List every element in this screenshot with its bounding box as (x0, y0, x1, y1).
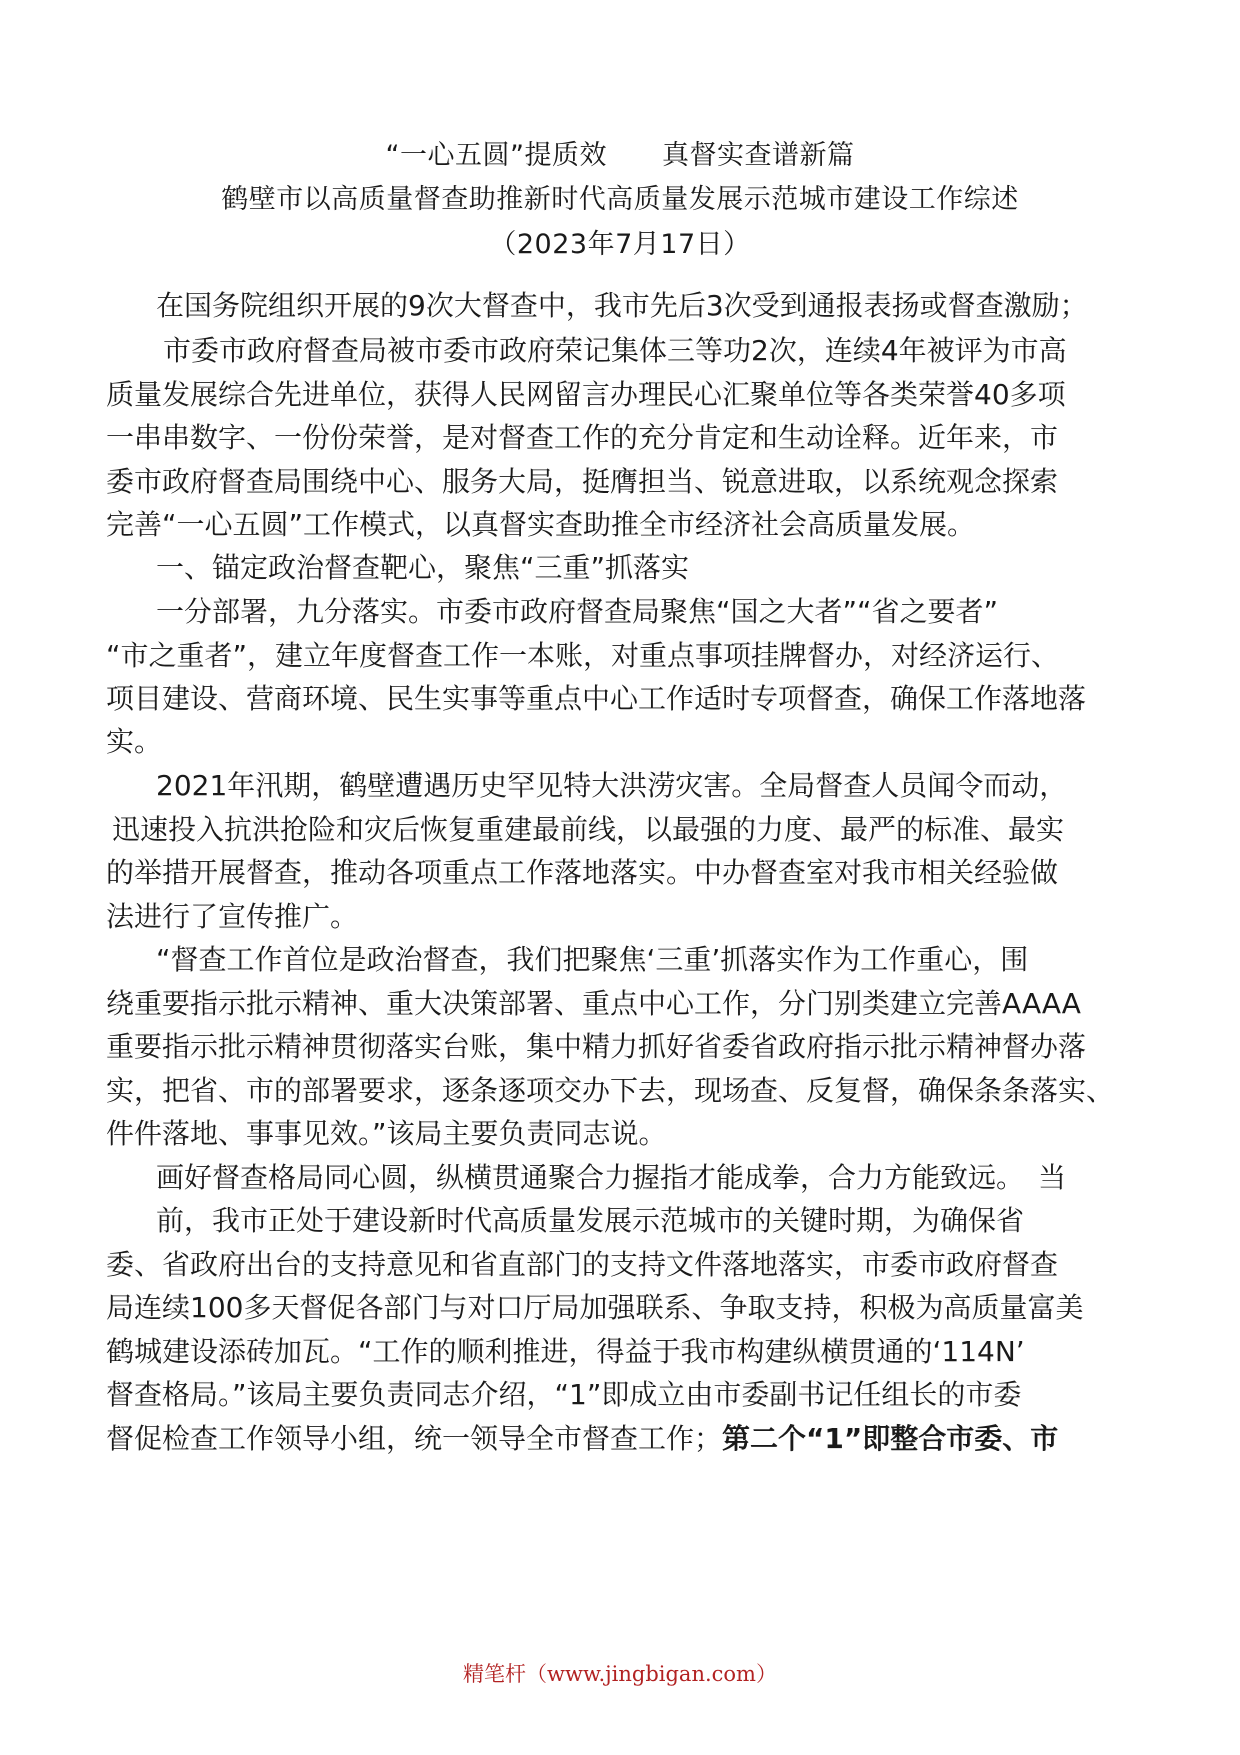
body-text: 督促检查工作领导小组，统一领导全市督查工作； (106, 1422, 723, 1455)
body-line: 迅速投入抗洪抢险和灾后恢复重建最前线，以最强的力度、最严的标准、最实 (112, 813, 1065, 846)
body-line: “市之重者”，建立年度督查工作一本账，对重点事项挂牌督办，对经济运行、 (106, 639, 1060, 672)
section-heading: 一、锚定政治督查靶心，聚焦“三重”抓落实 (156, 551, 690, 584)
body-line: 督查格局。”该局主要负责同志介绍，“1”即成立由市委副书记任组长的市委 (106, 1378, 1022, 1411)
body-line: 委市政府督查局围绕中心、服务大局，挺膺担当、锐意进取，以系统观念探索 (106, 465, 1059, 498)
body-line: 项目建设、营商环境、民生实事等重点中心工作适时专项督查，确保工作落地落 (106, 682, 1087, 715)
body-line: 实。 (106, 725, 163, 758)
body-line: 法进行了宣传推广。 (106, 900, 359, 933)
body-line: 重要指示批示精神贯彻落实台账，集中精力抓好省委省政府指示批示精神督办落 (106, 1030, 1087, 1063)
body-line: 质量发展综合先进单位，获得人民网留言办理民心汇聚单位等各类荣誉40多项 (106, 378, 1066, 411)
body-line: 鹤城建设添砖加瓦。“工作的顺利推进，得益于我市构建纵横贯通的‘114N’ (106, 1335, 1025, 1368)
body-line: 一串串数字、一份份荣誉，是对督查工作的充分肯定和生动诠释。近年来，市 (106, 421, 1059, 454)
body-line (106, 1417, 1058, 1461)
document-subtitle: 鹤壁市以高质量督查助推新时代高质量发展示范城市建设工作综述 (221, 184, 1019, 215)
body-line: 市委市政府督查局被市委市政府荣记集体三等功2次，连续4年被评为市高 (163, 334, 1067, 367)
body-line: 完善“一心五圆”工作模式，以真督实查助推全市经济社会高质量发展。 (106, 508, 976, 541)
body-line: 画好督查格局同心圆，纵横贯通聚合力握指才能成拳，合力方能致远。 当 (156, 1161, 1067, 1194)
watermark-footer: 精笔杆（www.jingbigan.com） (463, 1662, 777, 1686)
body-line: 实，把省、市的部署要求，逐条逐项交办下去，现场查、反复督，确保条条落实、 (106, 1074, 1115, 1107)
body-line: 一分部署，九分落实。市委市政府督查局聚焦“国之大者”“省之要者” (156, 595, 999, 628)
body-line: 的举措开展督查，推动各项重点工作落地落实。中办督查室对我市相关经验做 (106, 856, 1059, 889)
body-line: 前，我市正处于建设新时代高质量发展示范城市的关键时期，为确保省 (156, 1204, 1025, 1237)
bold-text: 第二个“1”即整合市委、市 (722, 1422, 1059, 1455)
document-date: （2023年7月17日） (489, 229, 751, 260)
body-line: 件件落地、事事见效。”该局主要负责同志说。 (106, 1117, 667, 1150)
body-line: 局连续100多天督促各部门与对口厅局加强联系、争取支持，积极为高质量富美 (106, 1291, 1084, 1324)
body-line: 委、省政府出台的支持意见和省直部门的支持文件落地落实，市委市政府督查 (106, 1248, 1059, 1281)
body-line: 2021年汛期，鹤壁遭遇历史罕见特大洪涝灾害。全局督查人员闻令而动， (156, 769, 1068, 802)
body-line: 在国务院组织开展的9次大督查中，我市先后3次受到通报表扬或督查激励； (156, 289, 1088, 322)
body-line: “督查工作首位是政治督查，我们把聚焦‘三重’抓落实作为工作重心，围 (156, 943, 1029, 976)
body-line: 绕重要指示批示精神、重大决策部署、重点中心工作，分门别类建立完善AAAA (106, 987, 1081, 1020)
document-title: “一心五圆”提质效 真督实查谱新篇 (385, 140, 855, 171)
